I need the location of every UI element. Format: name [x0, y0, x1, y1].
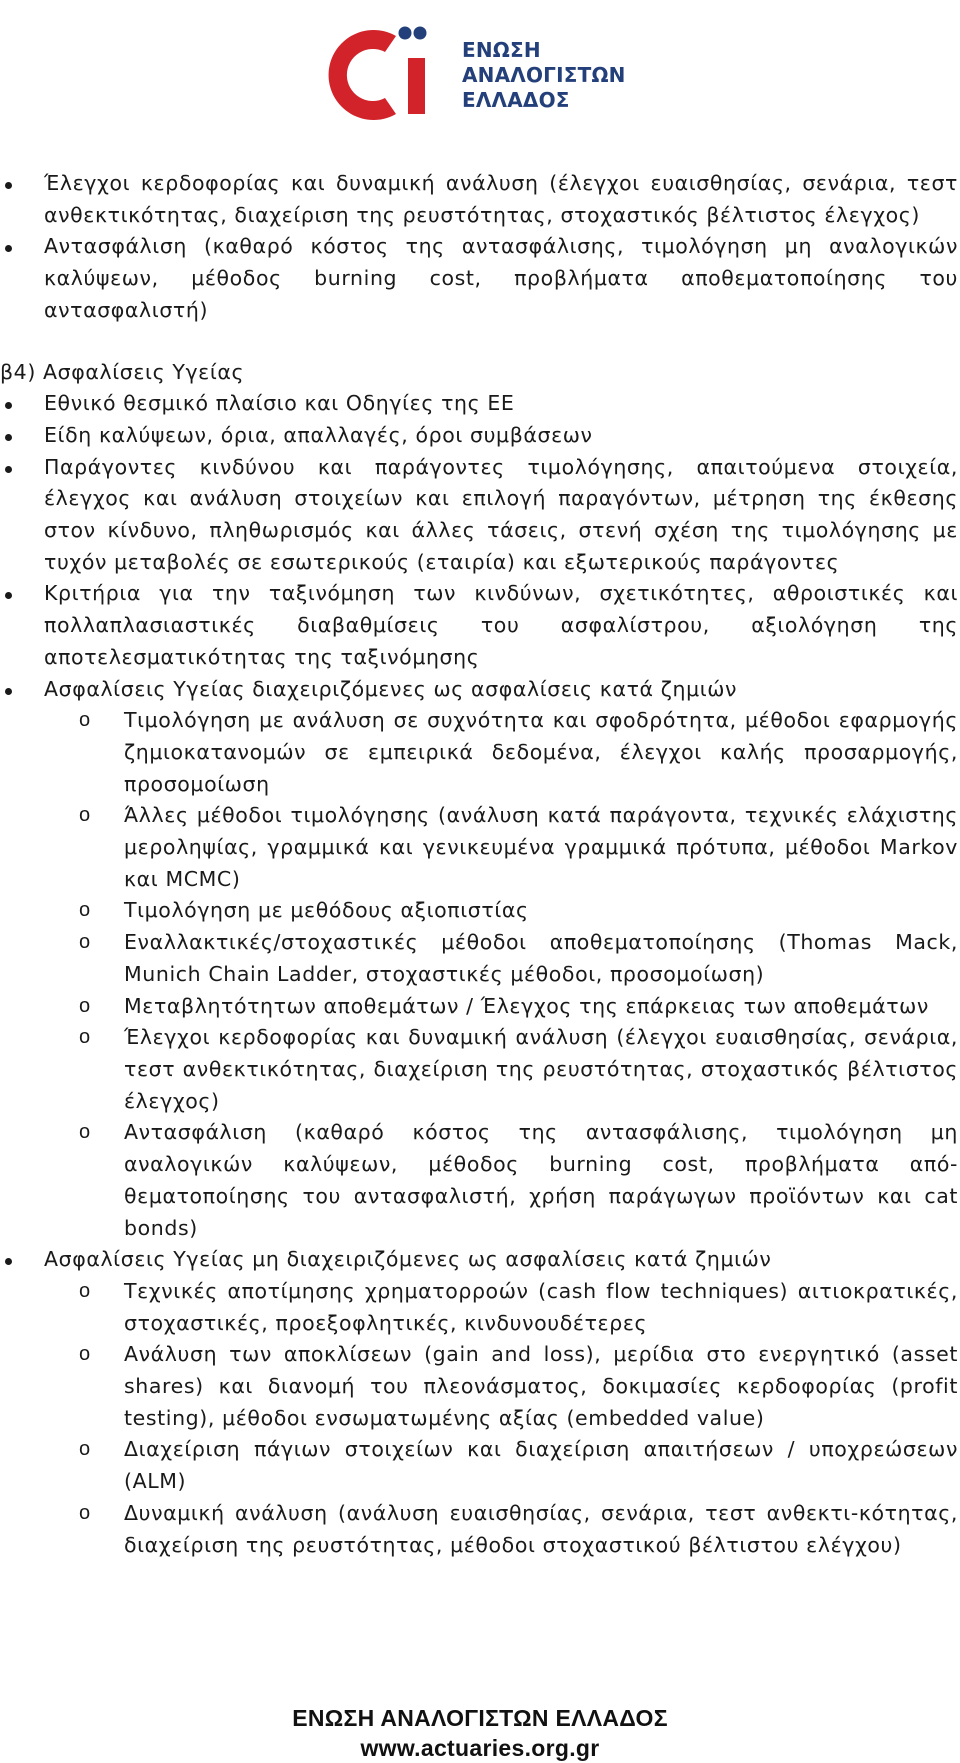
sub-list-item: o Δυναμική ανάλυση (ανάλυση ευαισθησίας, σενάρια, τεστ ανθεκτι-κότητας, διαχείριση της ρευστότητας, μέθοδοι στοχαστικού βέλτιστου ελέγχου): [0, 1498, 960, 1561]
list-item: Παράγοντες κινδύνου και παράγοντες τιμολόγησης, απαιτούμενα στοιχεία, έλεγχος και ανάλυση στοιχείων και επιλογή παραγόντων, μέτρηση της έκθεσης στον κίνδυνο, πληθωρισμός και άλλες τάσεις, στενή σχέση της τιμολόγησης με τυχόν μεταβολές σε εσωτερικούς (εταιρία) και εξωτερικούς παράγοντες: [0, 452, 960, 579]
sub-list-item: o Διαχείριση πάγιων στοιχείων και διαχείριση απαιτήσεων / υποχρεώσεων (ALM): [0, 1434, 960, 1497]
sub-list-item: o Μεταβλητότητων αποθεμάτων / Έλεγχος της επάρκειας των αποθεμάτων: [0, 991, 960, 1023]
sub-bullet-icon: o: [79, 709, 91, 732]
footer-org: ΕΝΩΣΗ ΑΝΑΛΟΓΙΣΤΩΝ ΕΛΛΑΔΟΣ: [292, 1705, 668, 1731]
association-logo: [322, 18, 626, 123]
sub-bullet-icon: o: [79, 1121, 91, 1144]
sub-bullet-icon: o: [79, 1026, 91, 1049]
sub-list-item: o Εναλλακτικές/στοχαστικές μέθοδοι αποθεματοποίησης (Thomas Mack, Munich Chain Ladder, στοχαστικές μέθοδοι, προσομοίωση): [0, 927, 960, 990]
sub-list-item: o Τιμολόγηση με ανάλυση σε συχνότητα και σφοδρότητα, μέθοδοι εφαρμογής ζημιοκατανομών σε εμπειρικά δεδομένα, έλεγχοι καλής προσαρμογής, προσομοίωση: [0, 705, 960, 800]
page-footer: [0, 1703, 960, 1763]
bullet-icon: [5, 592, 12, 599]
list-item: Είδη καλύψεων, όρια, απαλλαγές, όροι συμβάσεων: [0, 420, 960, 452]
sub-list-item: o Άλλες μέθοδοι τιμολόγησης (ανάλυση κατά παράγοντα, τεχνικές ελάχιστης μεροληψίας, γραμμικά και γενικευμένα γραμμικά πρότυπα, μέθοδοι Markov και MCMC): [0, 800, 960, 895]
bullet-icon: [5, 466, 12, 473]
bullet-icon: [5, 1258, 12, 1265]
list-item: Ασφαλίσεις Υγείας μη διαχειριζόμενες ως ασφαλίσεις κατά ζημιών: [0, 1244, 960, 1276]
sub-list-item: o Ανάλυση των αποκλίσεων (gain and loss), μερίδια στο ενεργητικό (asset shares) και διανομή του πλεονάσματος, δοκιμασίες κερδοφορίας (profit testing), μέθοδοι ενσωματωμένης αξίας (embedded value): [0, 1339, 960, 1434]
document-body: [0, 168, 960, 1561]
sub-bullet-icon: o: [79, 1343, 91, 1366]
sub-bullet-icon: o: [79, 1501, 91, 1524]
logo-mark-icon: [322, 18, 457, 123]
sub-bullet-icon: o: [79, 994, 91, 1017]
sub-list-item: o Έλεγχοι κερδοφορίας και δυναμική ανάλυση (έλεγχοι ευαισθησίας, σενάρια, τεστ ανθεκτικότητας, διαχείριση της ρευστότητας, στοχαστικός βέλτιστος έλεγχος): [0, 1022, 960, 1117]
sub-bullet-icon: o: [79, 1279, 91, 1302]
list-item: Ασφαλίσεις Υγείας διαχειριζόμενες ως ασφαλίσεις κατά ζημιών: [0, 674, 960, 706]
bullet-icon: [5, 402, 12, 409]
list-item: Αντασφάλιση (καθαρό κόστος της αντασφάλισης, τιμολόγηση μη αναλογικών καλύψεων, μέθοδος burning cost, προβλήματα αποθεματοποίησης του αντασφαλιστή): [0, 231, 960, 326]
list-item: Εθνικό θεσμικό πλαίσιο και Οδηγίες της ΕΕ: [0, 388, 960, 420]
list-item: Κριτήρια για την ταξινόμηση των κινδύνων, σχετικότητες, αθροιστικές και πολλαπλασιαστικές διαβαθμίσεις του ασφαλίστρου, αξιολόγηση της αποτελεσματικότητας της ταξινόμησης: [0, 578, 960, 673]
sub-list-item: o Αντασφάλιση (καθαρό κόστος της αντασφάλισης, τιμολόγηση μη αναλογικών καλύψεων, μέθοδος burning cost, προβλήματα από-θεματοποίησης του αντασφαλιστή, χρήση παράγωγων προϊόντων και cat bonds): [0, 1117, 960, 1244]
section-heading: β4) Ασφαλίσεις Υγείας: [0, 359, 245, 384]
sub-bullet-icon: o: [79, 899, 91, 922]
sub-bullet-icon: o: [79, 804, 91, 827]
bullet-icon: [5, 688, 12, 695]
sub-bullet-icon: o: [79, 1438, 91, 1461]
bullet-icon: [5, 182, 12, 189]
sub-list-item: o Τιμολόγηση με μεθόδους αξιοπιστίας: [0, 895, 960, 927]
bullet-icon: [5, 434, 12, 441]
sub-list-item: o Τεχνικές αποτίμησης χρηματορροών (cash flow techniques) αιτιοκρατικές, στοχαστικές, προεξοφλητικές, κινδυνουδέτερες: [0, 1276, 960, 1339]
bullet-icon: [5, 245, 12, 252]
list-item: Έλεγχοι κερδοφορίας και δυναμική ανάλυση (έλεγχοι ευαισθησίας, σενάρια, τεστ ανθεκτικότητας, διαχείριση της ρευστότητας, στοχαστικός βέλτιστος έλεγχος): [0, 168, 960, 231]
logo-text: ΕΝΩΣΗ ΑΝΑΛΟΓΙΣΤΩΝ ΕΛΛΑΔΟΣ: [462, 38, 626, 112]
footer-url[interactable]: www.actuaries.org.gr: [360, 1735, 600, 1761]
sub-bullet-icon: o: [79, 931, 91, 954]
